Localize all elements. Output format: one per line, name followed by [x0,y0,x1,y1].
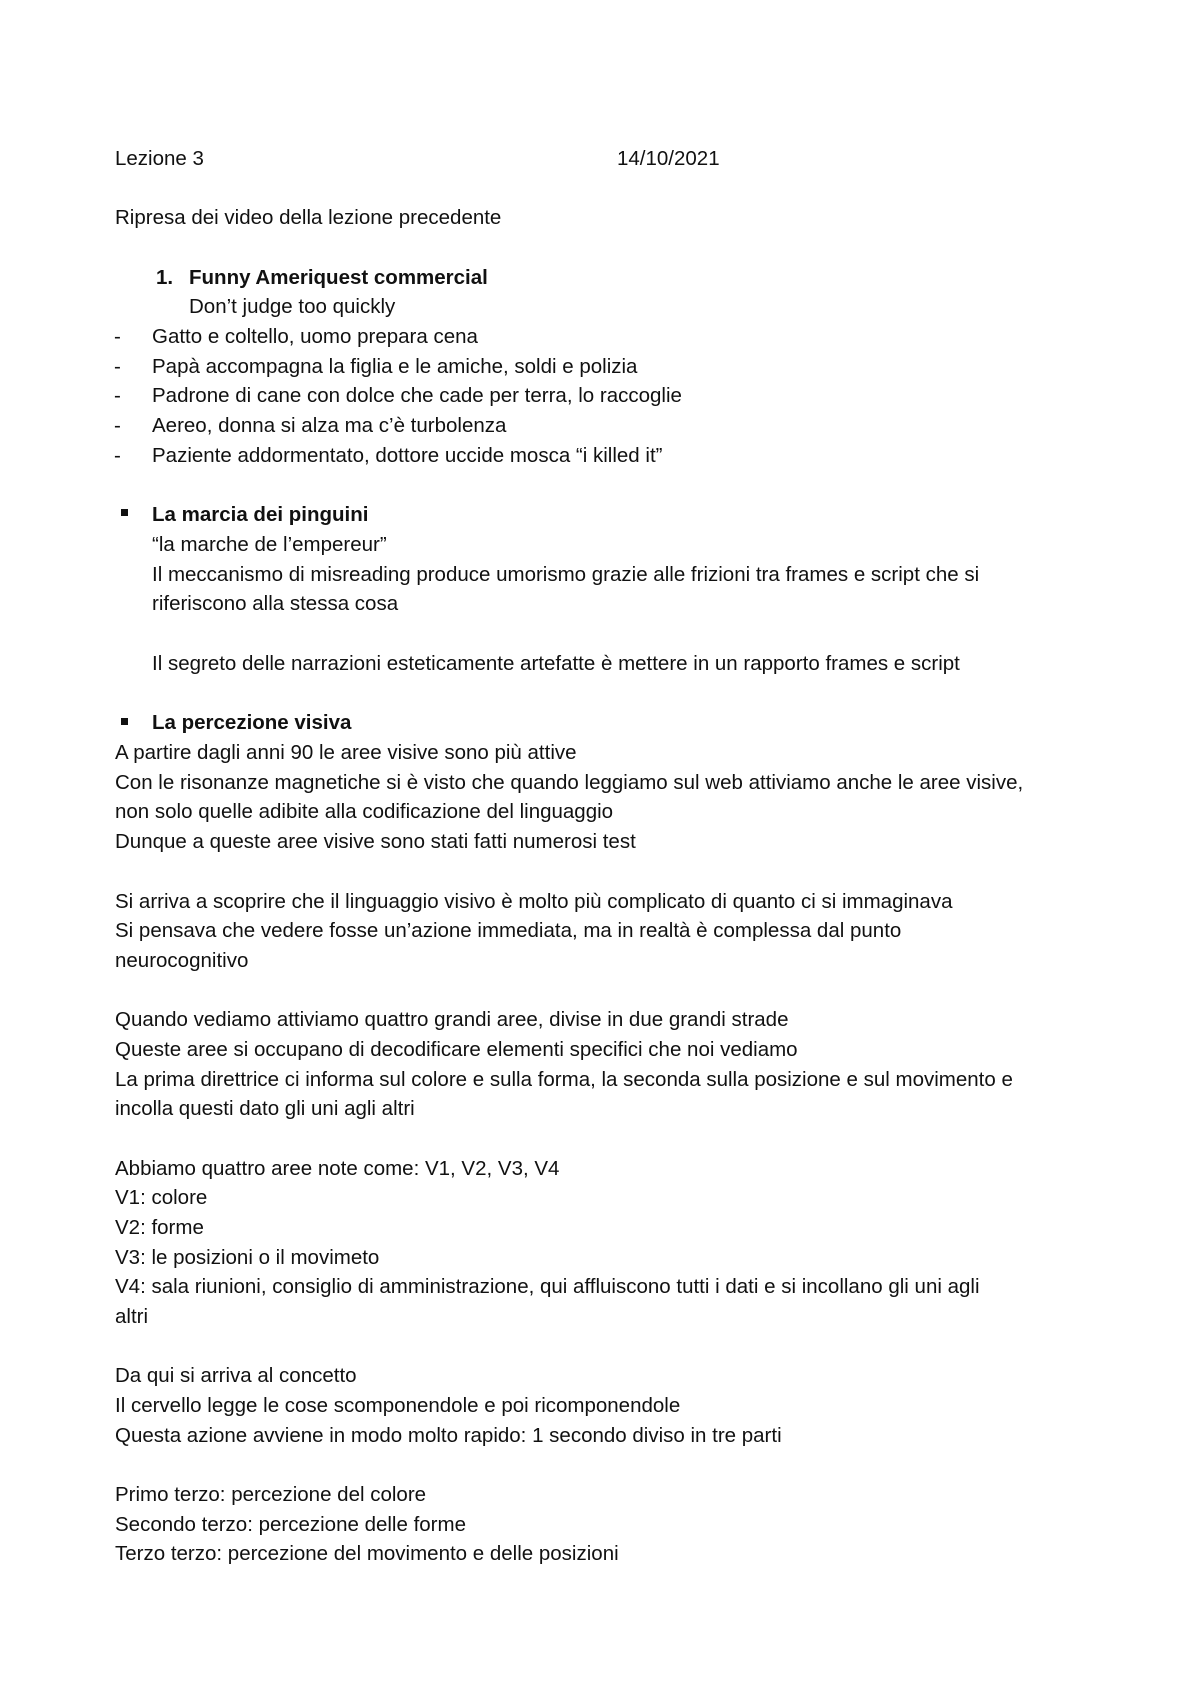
lesson-date: 14/10/2021 [617,147,720,170]
section1-subtitle: Don’t judge too quickly [189,295,396,318]
body-line: Il cervello legge le cose scomponendole e poi ricomponendole [115,1394,681,1417]
square-bullet-icon [121,718,128,725]
section2-line: Il segreto delle narrazioni esteticamente artefatte è mettere in un rapporto frames e script [152,652,960,675]
body-line: non solo quelle adibite alla codificazione del linguaggio [115,800,614,823]
body-line: Queste aree si occupano di decodificare elementi specifici che noi vediamo [115,1038,798,1061]
dash-marker: - [114,384,121,407]
list-item: Gatto e coltello, uomo prepara cena [152,325,478,348]
section3-title: La percezione visiva [152,711,352,734]
section2-line: riferiscono alla stessa cosa [152,592,399,615]
dash-marker: - [114,444,121,467]
dash-marker: - [114,355,121,378]
section2-line: Il meccanismo di misreading produce umorismo grazie alle frizioni tra frames e script che si [152,563,980,586]
body-line: Si arriva a scoprire che il linguaggio visivo è molto più complicato di quanto ci si immaginava [115,890,953,913]
square-bullet-icon [121,509,128,516]
lesson-title: Lezione 3 [115,147,204,170]
body-line: incolla questi dato gli uni agli altri [115,1097,415,1120]
dash-marker: - [114,325,121,348]
body-line: V1: colore [115,1186,208,1209]
body-line: A partire dagli anni 90 le aree visive sono più attive [115,741,577,764]
intro-line: Ripresa dei video della lezione precedente [115,206,502,229]
dash-marker: - [114,414,121,437]
body-line: altri [115,1305,149,1328]
list-number: 1. [156,266,174,289]
body-line: Da qui si arriva al concetto [115,1364,357,1387]
body-line: Abbiamo quattro aree note come: V1, V2, V3, V4 [115,1157,560,1180]
section1-title: Funny Ameriquest commercial [189,266,488,289]
list-item: Papà accompagna la figlia e le amiche, soldi e polizia [152,355,638,378]
body-line: V3: le posizioni o il movimeto [115,1246,380,1269]
body-line: Dunque a queste aree visive sono stati fatti numerosi test [115,830,636,853]
body-line: Secondo terzo: percezione delle forme [115,1513,466,1536]
list-item: Paziente addormentato, dottore uccide mosca “i killed it” [152,444,663,467]
body-line: Con le risonanze magnetiche si è visto che quando leggiamo sul web attiviamo anche le aree visive, [115,771,1024,794]
body-line: La prima direttrice ci informa sul colore e sulla forma, la seconda sulla posizione e sul movimento e [115,1068,1013,1091]
section2-line: “la marche de l’empereur” [152,533,387,556]
body-line: V4: sala riunioni, consiglio di amministrazione, qui affluiscono tutti i dati e si incollano gli uni agli [115,1275,980,1298]
body-line: Quando vediamo attiviamo quattro grandi aree, divise in due grandi strade [115,1008,789,1031]
body-line: Terzo terzo: percezione del movimento e delle posizioni [115,1542,619,1565]
body-line: Questa azione avviene in modo molto rapido: 1 secondo diviso in tre parti [115,1424,782,1447]
section2-title: La marcia dei pinguini [152,503,369,526]
body-line: Si pensava che vedere fosse un’azione immediata, ma in realtà è complessa dal punto [115,919,902,942]
body-line: neurocognitivo [115,949,249,972]
body-line: V2: forme [115,1216,204,1239]
list-item: Padrone di cane con dolce che cade per terra, lo raccoglie [152,384,682,407]
body-line: Primo terzo: percezione del colore [115,1483,427,1506]
list-item: Aereo, donna si alza ma c’è turbolenza [152,414,507,437]
